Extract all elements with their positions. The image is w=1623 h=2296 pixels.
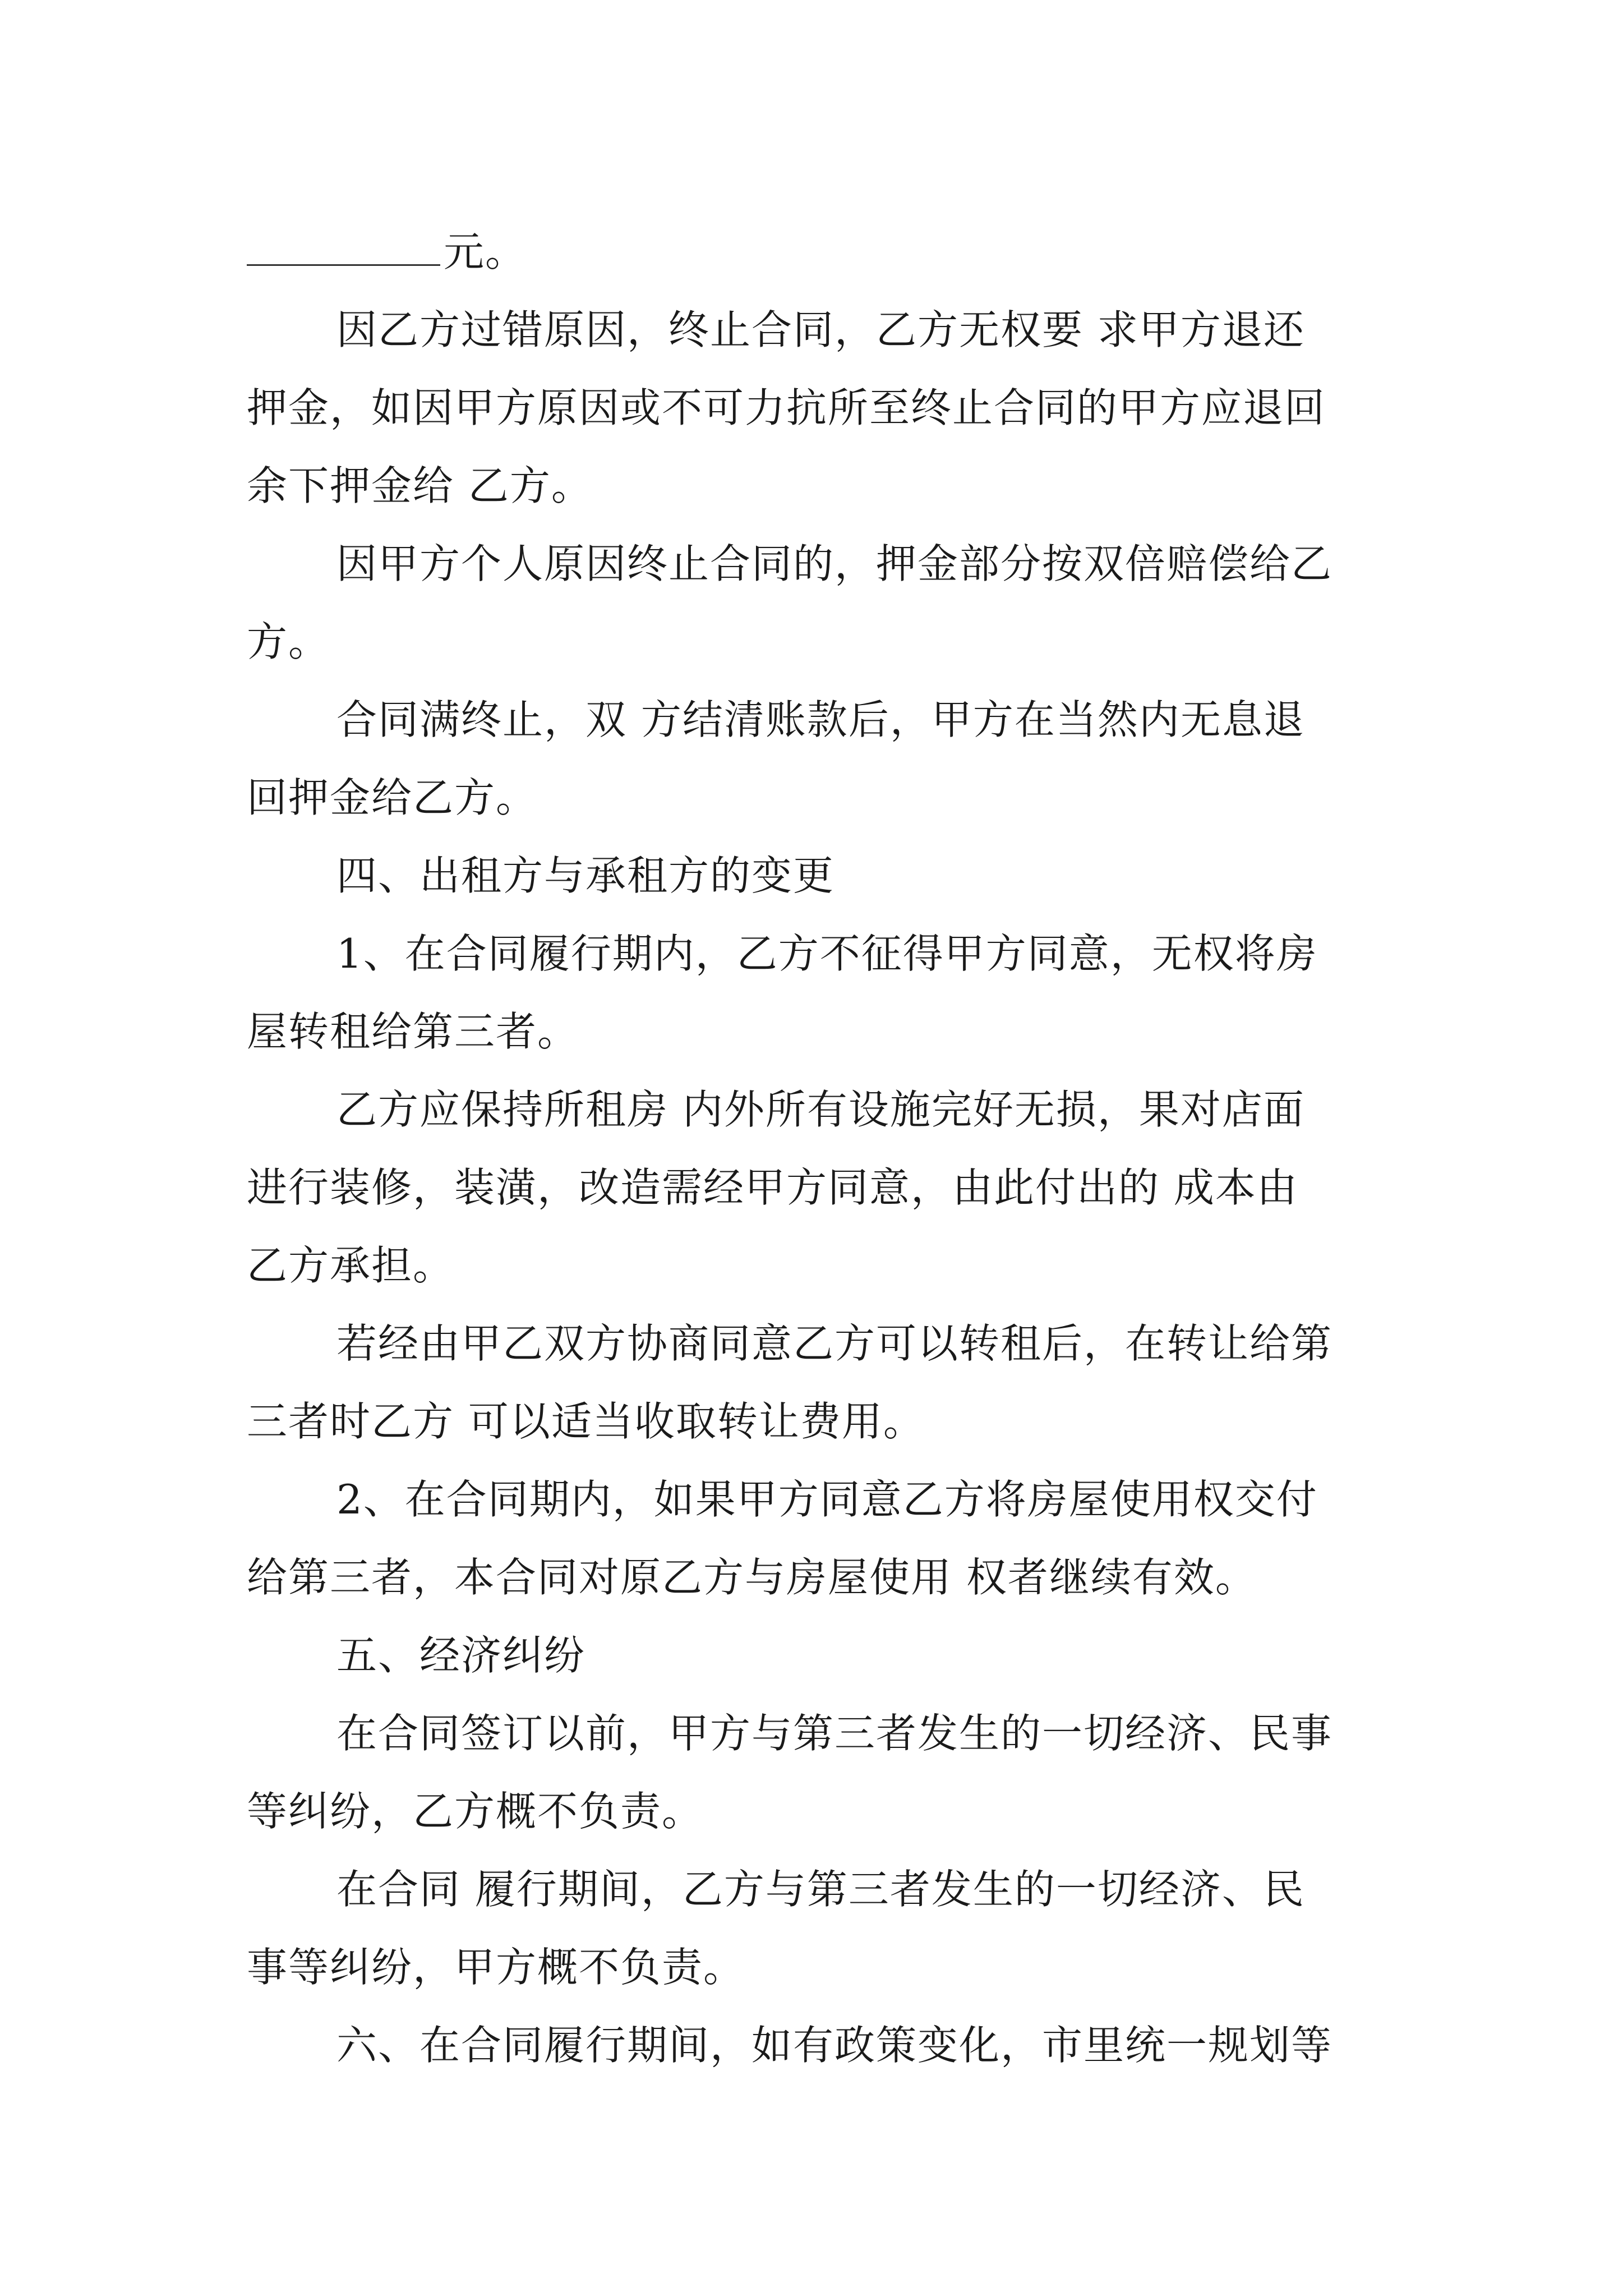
contract-body: [247, 213, 1391, 2085]
line-text: 元。: [444, 228, 527, 275]
text-line: 押金，如因甲方原因或不可力抗所至终止合同的甲方应退回: [247, 384, 1326, 431]
section-heading: 四、出租方与承租方的变更: [336, 852, 835, 899]
text-line: 屋转租给第三者。: [247, 1008, 579, 1055]
text-line: 事等纠纷，甲方概不负责。: [247, 1944, 745, 1991]
text-line: 进行装修，装潢，改造需经甲方同意，由此付出的 成本由: [247, 1164, 1298, 1211]
text-line: 合同满终止，双 方结清账款后，甲方在当然内无息退: [336, 696, 1305, 743]
text-line: 因乙方过错原因，终止合同，乙方无权要 求甲方退还: [336, 306, 1305, 353]
fill-in-blank: [247, 231, 440, 266]
text-line: 回押金给乙方。: [247, 774, 538, 821]
text-line: 给第三者，本合同对原乙方与房屋使用 权者继续有效。: [247, 1554, 1257, 1601]
text-line: 在合同签订以前，甲方与第三者发生的一切经济、民事: [336, 1710, 1333, 1757]
text-line: 余下押金给 乙方。: [247, 462, 593, 509]
section-heading: 五、经济纠纷: [336, 1632, 586, 1679]
text-line: 乙方承担。: [247, 1242, 455, 1289]
text-line: 乙方应保持所租房 内外所有设施完好无损，果对店面: [336, 1086, 1305, 1133]
text-line: 三者时乙方 可以适当收取转让费用。: [247, 1398, 925, 1445]
text-line: 在合同 履行期间，乙方与第三者发生的一切经济、民: [336, 1866, 1305, 1913]
text-line: 若经由甲乙双方协商同意乙方可以转租后，在转让给第: [336, 1320, 1333, 1367]
text-line: 六、在合同履行期间，如有政策变化，市里统一规划等: [336, 2022, 1333, 2069]
text-line: 1、在合同履行期内，乙方不征得甲方同意，无权将房: [336, 930, 1318, 977]
text-line: [247, 213, 1391, 291]
text-line: 2、在合同期内，如果甲方同意乙方将房屋使用权交付: [336, 1476, 1318, 1523]
text-line: 等纠纷，乙方概不负责。: [247, 1788, 704, 1835]
text-line: 方。: [247, 618, 330, 665]
text-line: 因甲方个人原因终止合同的，押金部分按双倍赔偿给乙: [336, 540, 1333, 587]
